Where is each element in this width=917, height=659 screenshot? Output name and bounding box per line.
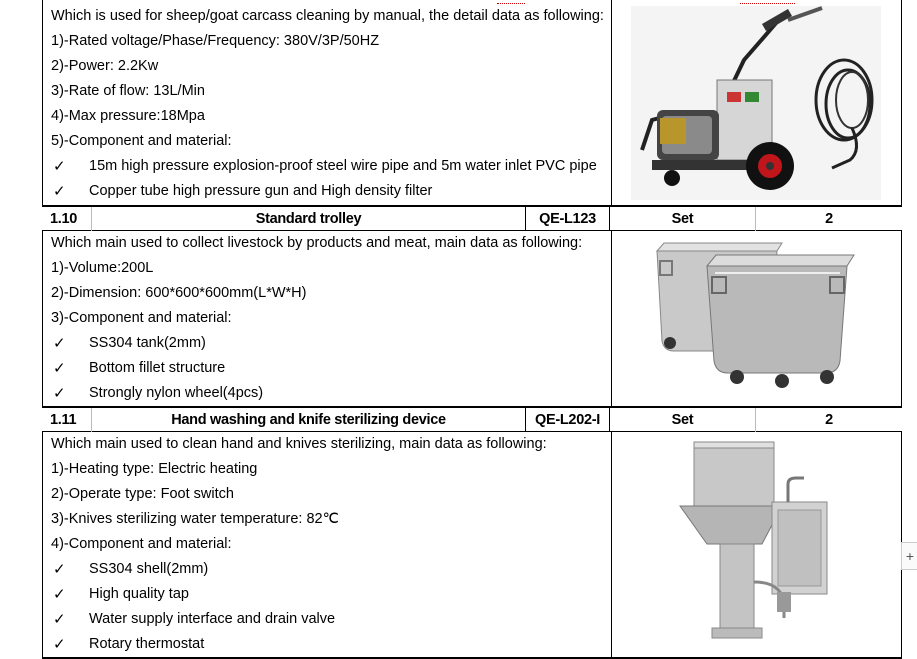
item-row-1-10: [42, 205, 902, 231]
trolley-description: [51, 231, 611, 406]
component-item: [51, 356, 611, 381]
spec-line: 2)-Operate type: Foot switch: [51, 486, 234, 502]
pressure-washer-image: [612, 0, 903, 206]
spec-line: 3)-Knives sterilizing water temperature: 82℃: [51, 511, 339, 527]
spec-line: 5)-Component and material:: [51, 133, 232, 149]
component-item: [51, 331, 611, 356]
washer-description-block: [42, 0, 902, 206]
spec-table: [42, 0, 902, 659]
item-name: Standard trolley: [92, 207, 526, 231]
check-icon: ✓: [53, 158, 66, 175]
component-text: Strongly nylon wheel(4pcs): [89, 385, 264, 401]
hand-wash-description: [51, 432, 611, 657]
item-unit: Set: [610, 207, 756, 231]
check-icon: ✓: [53, 183, 66, 200]
component-text: SS304 tank(2mm): [89, 335, 206, 351]
check-icon: ✓: [53, 360, 66, 377]
check-icon: ✓: [53, 335, 66, 352]
item-quantity: 2: [825, 211, 833, 227]
add-button[interactable]: +: [901, 542, 917, 570]
spec-line: 2)-Power: 2.2Kw: [51, 58, 159, 74]
hand-wash-description-block: [42, 432, 902, 658]
check-icon: ✓: [53, 586, 66, 603]
component-text: Rotary thermostat: [89, 636, 205, 652]
item-name: Hand washing and knife sterilizing device: [92, 408, 526, 432]
component-text: SS304 shell(2mm): [89, 561, 209, 577]
trolley-description-block: [42, 231, 902, 407]
component-item: [51, 582, 611, 607]
component-item: [51, 179, 611, 204]
washer-description: [51, 4, 611, 204]
spec-line: 3)-Component and material:: [51, 310, 232, 326]
component-text: Bottom fillet structure: [89, 360, 226, 376]
spec-line: 1)-Rated voltage/Phase/Frequency: 380V/3P/50HZ: [51, 33, 380, 49]
spec-line: 4)-Component and material:: [51, 536, 232, 552]
check-icon: ✓: [53, 385, 66, 402]
component-item: [51, 607, 611, 632]
component-text: 15m high pressure explosion-proof steel wire pipe and 5m water inlet PVC pipe: [89, 158, 597, 174]
hand-wash-image-cell: [611, 432, 903, 658]
item-model: QE-L123: [526, 207, 610, 231]
check-icon: ✓: [53, 561, 66, 578]
trolley-image: [612, 231, 903, 407]
item-row-1-11: [42, 406, 902, 432]
description-line: Which is used for sheep/goat carcass cleaning by manual, the detail data as following:: [51, 8, 604, 24]
spec-line: 3)-Rate of flow: 13L/Min: [51, 83, 205, 99]
check-icon: ✓: [53, 611, 66, 628]
item-model: QE-L202-I: [526, 408, 610, 432]
spec-line: 1)-Heating type: Electric heating: [51, 461, 258, 477]
item-quantity: 2: [825, 412, 833, 428]
spec-line: 1)-Volume:200L: [51, 260, 154, 276]
item-unit: Set: [610, 408, 756, 432]
component-item: [51, 381, 611, 406]
component-text: Copper tube high pressure gun and High density filter: [89, 183, 433, 199]
spec-line: 2)-Dimension: 600*600*600mm(L*W*H): [51, 285, 307, 301]
check-icon: ✓: [53, 636, 66, 653]
description-line: Which main used to collect livestock by products and meat, main data as following:: [51, 235, 583, 251]
component-text: High quality tap: [89, 586, 189, 602]
component-item: [51, 557, 611, 582]
description-line: Which main used to clean hand and knives sterilizing, main data as following:: [51, 436, 547, 452]
spec-line: 4)-Max pressure:18Mpa: [51, 108, 205, 124]
component-text: Water supply interface and drain valve: [89, 611, 336, 627]
item-number: 1.11: [42, 408, 92, 432]
washer-image-cell: [611, 0, 903, 206]
item-number: 1.10: [42, 207, 92, 231]
component-item: [51, 632, 611, 657]
hand-wash-device-image: [612, 432, 903, 658]
component-item: [51, 154, 611, 179]
trolley-image-cell: [611, 231, 903, 407]
